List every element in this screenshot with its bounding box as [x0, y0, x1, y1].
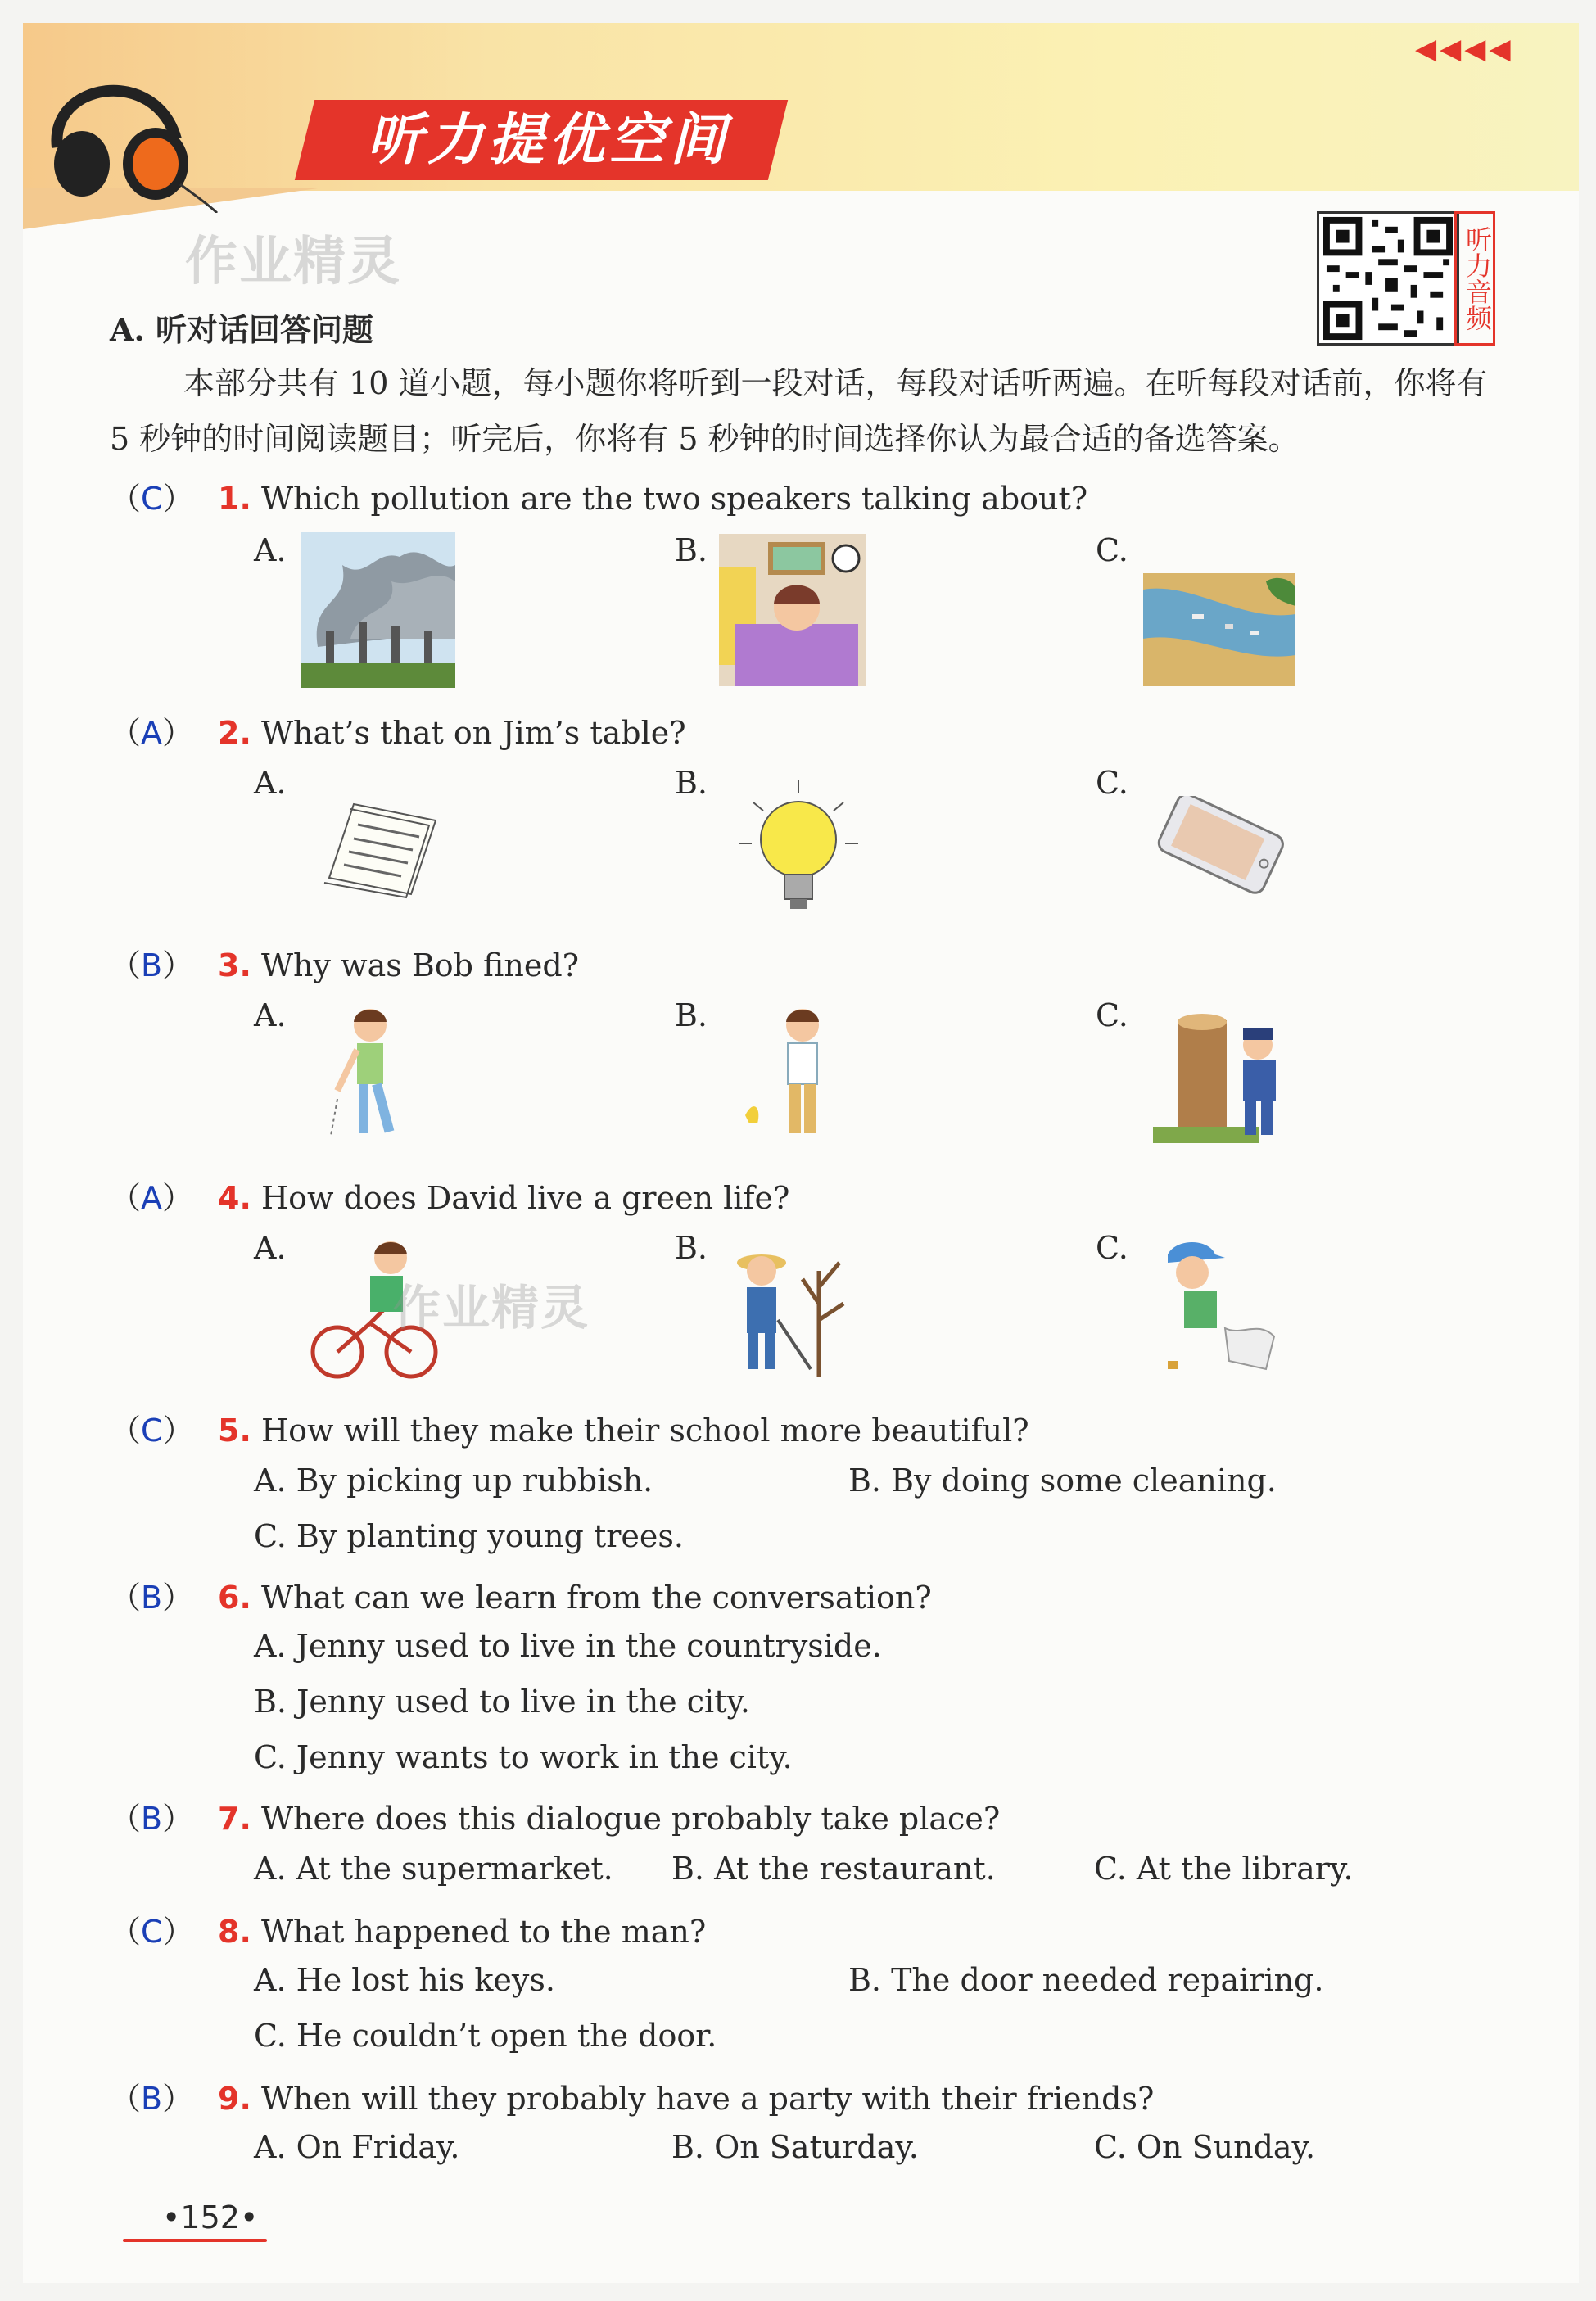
question-text: How does David live a green life?: [260, 1180, 790, 1216]
answer-bracket: （B）: [110, 2081, 194, 2117]
answer-bracket: （A）: [110, 1180, 194, 1216]
option-a: A. On Friday.: [254, 2129, 460, 2165]
option-c: C.: [1096, 997, 1128, 1033]
question-number: 2.: [218, 715, 251, 751]
option-a: A.: [254, 765, 287, 801]
question-9: [110, 2073, 1154, 2118]
option-b: B.: [675, 765, 708, 801]
boy-picking-rubbish-picture[interactable]: [1151, 1238, 1291, 1379]
option-c: C.: [1096, 765, 1128, 801]
question-6: [110, 1572, 932, 1617]
option-b: B. At the restaurant.: [671, 1851, 996, 1887]
noise-bedroom-picture[interactable]: [719, 534, 866, 686]
answer-bracket: （C）: [110, 1914, 194, 1950]
option-c: C.: [1096, 1230, 1128, 1266]
option-a: A.: [254, 1230, 287, 1266]
option-c: C. At the library.: [1094, 1851, 1354, 1887]
question-number: 5.: [218, 1413, 251, 1449]
page-number-underline: [123, 2239, 267, 2242]
question-text: How will they make their school more beautiful?: [260, 1413, 1029, 1449]
answer-3: B: [141, 947, 163, 983]
option-c: C. By planting young trees.: [254, 1518, 684, 1554]
answer-bracket: （B）: [110, 1801, 194, 1837]
section-intro: 本部分共有 10 道小题，每小题你将听到一段对话，每段对话听两遍。在听每段对话前，你将有 5 秒钟的时间阅读题目；听完后，你将有 5 秒钟的时间选择你认为最合适的备选答案。: [110, 365, 1488, 457]
qr-label: 听力音频: [1454, 211, 1495, 346]
question-4: [110, 1173, 789, 1218]
answer-bracket: （C）: [110, 481, 194, 517]
answer-bracket: （A）: [110, 715, 194, 751]
option-b: B.: [675, 1230, 708, 1266]
question-number: 9.: [218, 2081, 251, 2117]
question-number: 4.: [218, 1180, 251, 1216]
option-b: B.: [675, 532, 708, 568]
question-number: 8.: [218, 1914, 251, 1950]
page-number: •152•: [162, 2199, 259, 2235]
question-text: Which pollution are the two speakers talking about?: [260, 481, 1088, 517]
answer-bracket: （B）: [110, 1580, 194, 1616]
answer-bracket: （B）: [110, 947, 194, 983]
question-7: [110, 1793, 1000, 1838]
question-text: What’s that on Jim’s table?: [260, 715, 686, 751]
answer-5: C: [141, 1413, 163, 1449]
question-text: Where does this dialogue probably take place?: [260, 1801, 1001, 1837]
option-c: C. Jenny wants to work in the city.: [254, 1739, 793, 1775]
page-title: 听力提优空间: [366, 108, 730, 173]
option-a: A.: [254, 532, 287, 568]
boy-banana-peel-picture[interactable]: [737, 1001, 852, 1146]
option-b: B. Jenny used to live in the city.: [254, 1684, 750, 1720]
watermark-middle: 作业精灵: [393, 1280, 590, 1336]
option-a: A. At the supermarket.: [254, 1851, 613, 1887]
option-b: B. By doing some cleaning.: [848, 1462, 1277, 1499]
answer-8: C: [141, 1914, 163, 1950]
question-text: Why was Bob fined?: [260, 947, 580, 983]
answer-9: B: [141, 2081, 163, 2117]
boy-littering-picture[interactable]: [321, 1001, 419, 1146]
watermark-top: 作业精灵: [185, 232, 401, 292]
option-c: C.: [1096, 532, 1128, 568]
headphones-icon: [33, 49, 221, 213]
arrows-decoration: ◀◀◀◀: [1415, 33, 1514, 66]
papers-picture[interactable]: [321, 796, 444, 902]
mobile-phone-picture[interactable]: [1146, 796, 1294, 894]
option-c: C. On Sunday.: [1094, 2129, 1316, 2165]
question-5: [110, 1405, 1029, 1450]
header-band: [23, 23, 1579, 191]
question-1: [110, 473, 1087, 518]
option-a: A. Jenny used to live in the countryside.: [254, 1628, 882, 1664]
option-c: C. He couldn’t open the door.: [254, 2018, 717, 2054]
answer-1: C: [141, 481, 163, 517]
question-3: [110, 940, 579, 985]
option-a: A. He lost his keys.: [254, 1962, 555, 1998]
section-title: A. 听对话回答问题: [110, 311, 373, 348]
answer-6: B: [141, 1580, 163, 1616]
answer-7: B: [141, 1801, 163, 1837]
answer-2: A: [141, 715, 163, 751]
boy-planting-tree-picture[interactable]: [729, 1238, 852, 1379]
question-number: 1.: [218, 481, 251, 517]
question-8: [110, 1906, 706, 1951]
option-a: A.: [254, 997, 287, 1033]
question-2: [110, 707, 686, 753]
polluted-river-picture[interactable]: [1143, 573, 1295, 686]
question-number: 7.: [218, 1801, 251, 1837]
option-b: B.: [675, 997, 708, 1033]
question-number: 3.: [218, 947, 251, 983]
question-text: What can we learn from the conversation?: [260, 1580, 932, 1616]
answer-bracket: （C）: [110, 1413, 194, 1449]
option-b: B. The door needed repairing.: [848, 1962, 1324, 1998]
option-b: B. On Saturday.: [671, 2129, 919, 2165]
qr-code[interactable]: [1317, 211, 1459, 346]
qr-code-image: [1319, 214, 1457, 343]
light-bulb-picture[interactable]: [737, 778, 860, 917]
question-text: When will they probably have a party with their friends?: [260, 2081, 1155, 2117]
question-text: What happened to the man?: [260, 1914, 707, 1950]
cutting-tree-picture[interactable]: [1145, 1004, 1297, 1143]
option-a: A. By picking up rubbish.: [254, 1462, 653, 1499]
answer-4: A: [141, 1180, 163, 1216]
question-number: 6.: [218, 1580, 251, 1616]
factory-smoke-picture[interactable]: [301, 532, 455, 688]
